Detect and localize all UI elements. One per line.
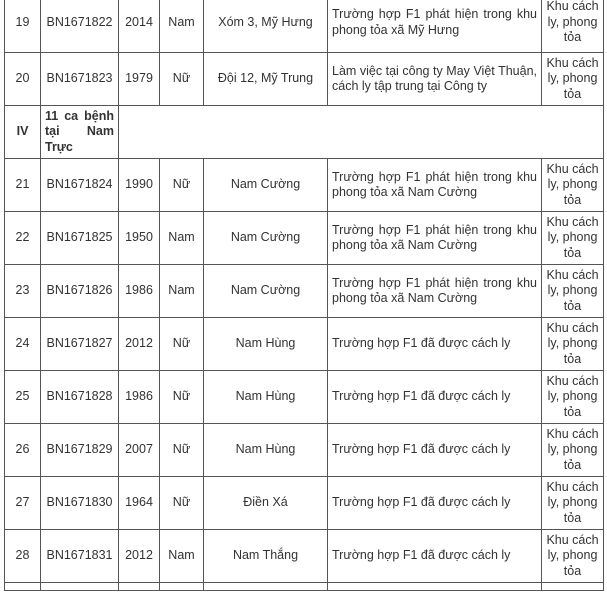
note-cell: Trường hợp F1 đã được cách ly — [328, 424, 542, 477]
address-cell: Xóm 3, Mỹ Hưng — [204, 0, 328, 53]
gender-cell: Nữ — [160, 159, 204, 212]
group-roman-cell: IV — [5, 106, 41, 159]
patient-code-cell: BN1671826 — [41, 265, 119, 318]
note-cell: Trường hợp F1 phát hiện trong khu phong tỏa xã Nam Cường — [328, 212, 542, 265]
table-row — [5, 530, 604, 583]
stt-cell: 24 — [5, 318, 41, 371]
birth-year-cell: 1964 — [119, 477, 160, 530]
patient-table — [4, 0, 604, 591]
stt-cell: 21 — [5, 159, 41, 212]
birth-year-cell: 2012 — [119, 318, 160, 371]
group-empty-cell — [119, 106, 604, 159]
note-cell: Trường hợp F1 đã được cách ly — [328, 318, 542, 371]
gender-cell: Nữ — [160, 424, 204, 477]
note-cell: Trường hợp F1 phát hiện trong khu phong tỏa xã Mỹ Hưng — [328, 0, 542, 53]
birth-year-cell: 1986 — [119, 371, 160, 424]
gender-cell: Nữ — [160, 53, 204, 106]
place-cell: Khu cách ly, phong tỏa — [542, 53, 604, 106]
note-cell: Trường hợp F1 phát hiện trong khu phong tỏa xã Nam Cường — [328, 159, 542, 212]
patient-code-cell: BN1671830 — [41, 477, 119, 530]
patient-code-cell: BN1671823 — [41, 53, 119, 106]
table-row — [5, 371, 604, 424]
gender-cell: Nữ — [160, 477, 204, 530]
patient-code-cell: BN1671824 — [41, 159, 119, 212]
place-cell: Khu cách ly, phong tỏa — [542, 371, 604, 424]
stt-cell: 20 — [5, 53, 41, 106]
gender-cell: Nam — [160, 0, 204, 53]
gender-cell: Nữ — [160, 371, 204, 424]
gender-cell: Nữ — [160, 318, 204, 371]
address-cell: Nam Thắng — [204, 530, 328, 583]
note-cell: Làm việc tại công ty May Việt Thuận, cách ly tập trung tại Công ty — [328, 53, 542, 106]
patient-code-cell: BN1671827 — [41, 318, 119, 371]
patient-code-cell: BN1671831 — [41, 530, 119, 583]
table-row — [5, 318, 604, 371]
patient-code-cell: BN1671825 — [41, 212, 119, 265]
address-cell: Nam Hùng — [204, 424, 328, 477]
gender-cell: Nam — [160, 265, 204, 318]
stt-cell: 25 — [5, 371, 41, 424]
table-row — [5, 265, 604, 318]
stt-cell: 27 — [5, 477, 41, 530]
address-cell: Đội 12, Mỹ Trung — [204, 53, 328, 106]
stt-cell: 19 — [5, 0, 41, 53]
table-row-partial — [5, 583, 604, 591]
stt-cell: 22 — [5, 212, 41, 265]
note-cell: Trường hợp F1 phát hiện trong khu phong tỏa xã Nam Cường — [328, 265, 542, 318]
birth-year-cell: 2012 — [119, 530, 160, 583]
address-cell: Nam Cường — [204, 159, 328, 212]
address-cell: Nam Hùng — [204, 318, 328, 371]
place-cell: Khu cách ly, phong tỏa — [542, 212, 604, 265]
table-row — [5, 53, 604, 106]
birth-year-cell: 1990 — [119, 159, 160, 212]
birth-year-cell: 2014 — [119, 0, 160, 53]
stt-cell: 23 — [5, 265, 41, 318]
place-cell: Khu cách ly, phong tỏa — [542, 530, 604, 583]
address-cell: Nam Cường — [204, 265, 328, 318]
patient-code-cell: BN1671822 — [41, 0, 119, 53]
birth-year-cell: 1950 — [119, 212, 160, 265]
patient-code-cell: BN1671828 — [41, 371, 119, 424]
note-cell: Trường hợp F1 đã được cách ly — [328, 530, 542, 583]
birth-year-cell: 1979 — [119, 53, 160, 106]
table-row — [5, 159, 604, 212]
birth-year-cell: 1986 — [119, 265, 160, 318]
group-title-cell: 11 ca bệnh tại Nam Trực — [41, 106, 119, 159]
place-cell: Khu cách ly, phong tỏa — [542, 477, 604, 530]
note-cell: Trường hợp F1 đã được cách ly — [328, 477, 542, 530]
address-cell: Nam Hùng — [204, 371, 328, 424]
place-cell: Khu cách ly, phong tỏa — [542, 318, 604, 371]
address-cell: Nam Cường — [204, 212, 328, 265]
note-cell: Trường hợp F1 đã được cách ly — [328, 371, 542, 424]
place-cell: Khu cách ly, phong tỏa — [542, 159, 604, 212]
place-cell: Khu cách ly, phong tỏa — [542, 265, 604, 318]
gender-cell: Nam — [160, 530, 204, 583]
table-row — [5, 0, 604, 53]
table-row — [5, 212, 604, 265]
stt-cell: 26 — [5, 424, 41, 477]
birth-year-cell: 2007 — [119, 424, 160, 477]
stt-cell: 28 — [5, 530, 41, 583]
gender-cell: Nam — [160, 212, 204, 265]
patient-code-cell: BN1671829 — [41, 424, 119, 477]
place-cell: Khu cách ly, phong tỏa — [542, 424, 604, 477]
place-cell: Khu cách ly, phong tỏa — [542, 0, 604, 53]
group-header-row — [5, 106, 604, 159]
table-row — [5, 477, 604, 530]
address-cell: Điền Xá — [204, 477, 328, 530]
table-row — [5, 424, 604, 477]
